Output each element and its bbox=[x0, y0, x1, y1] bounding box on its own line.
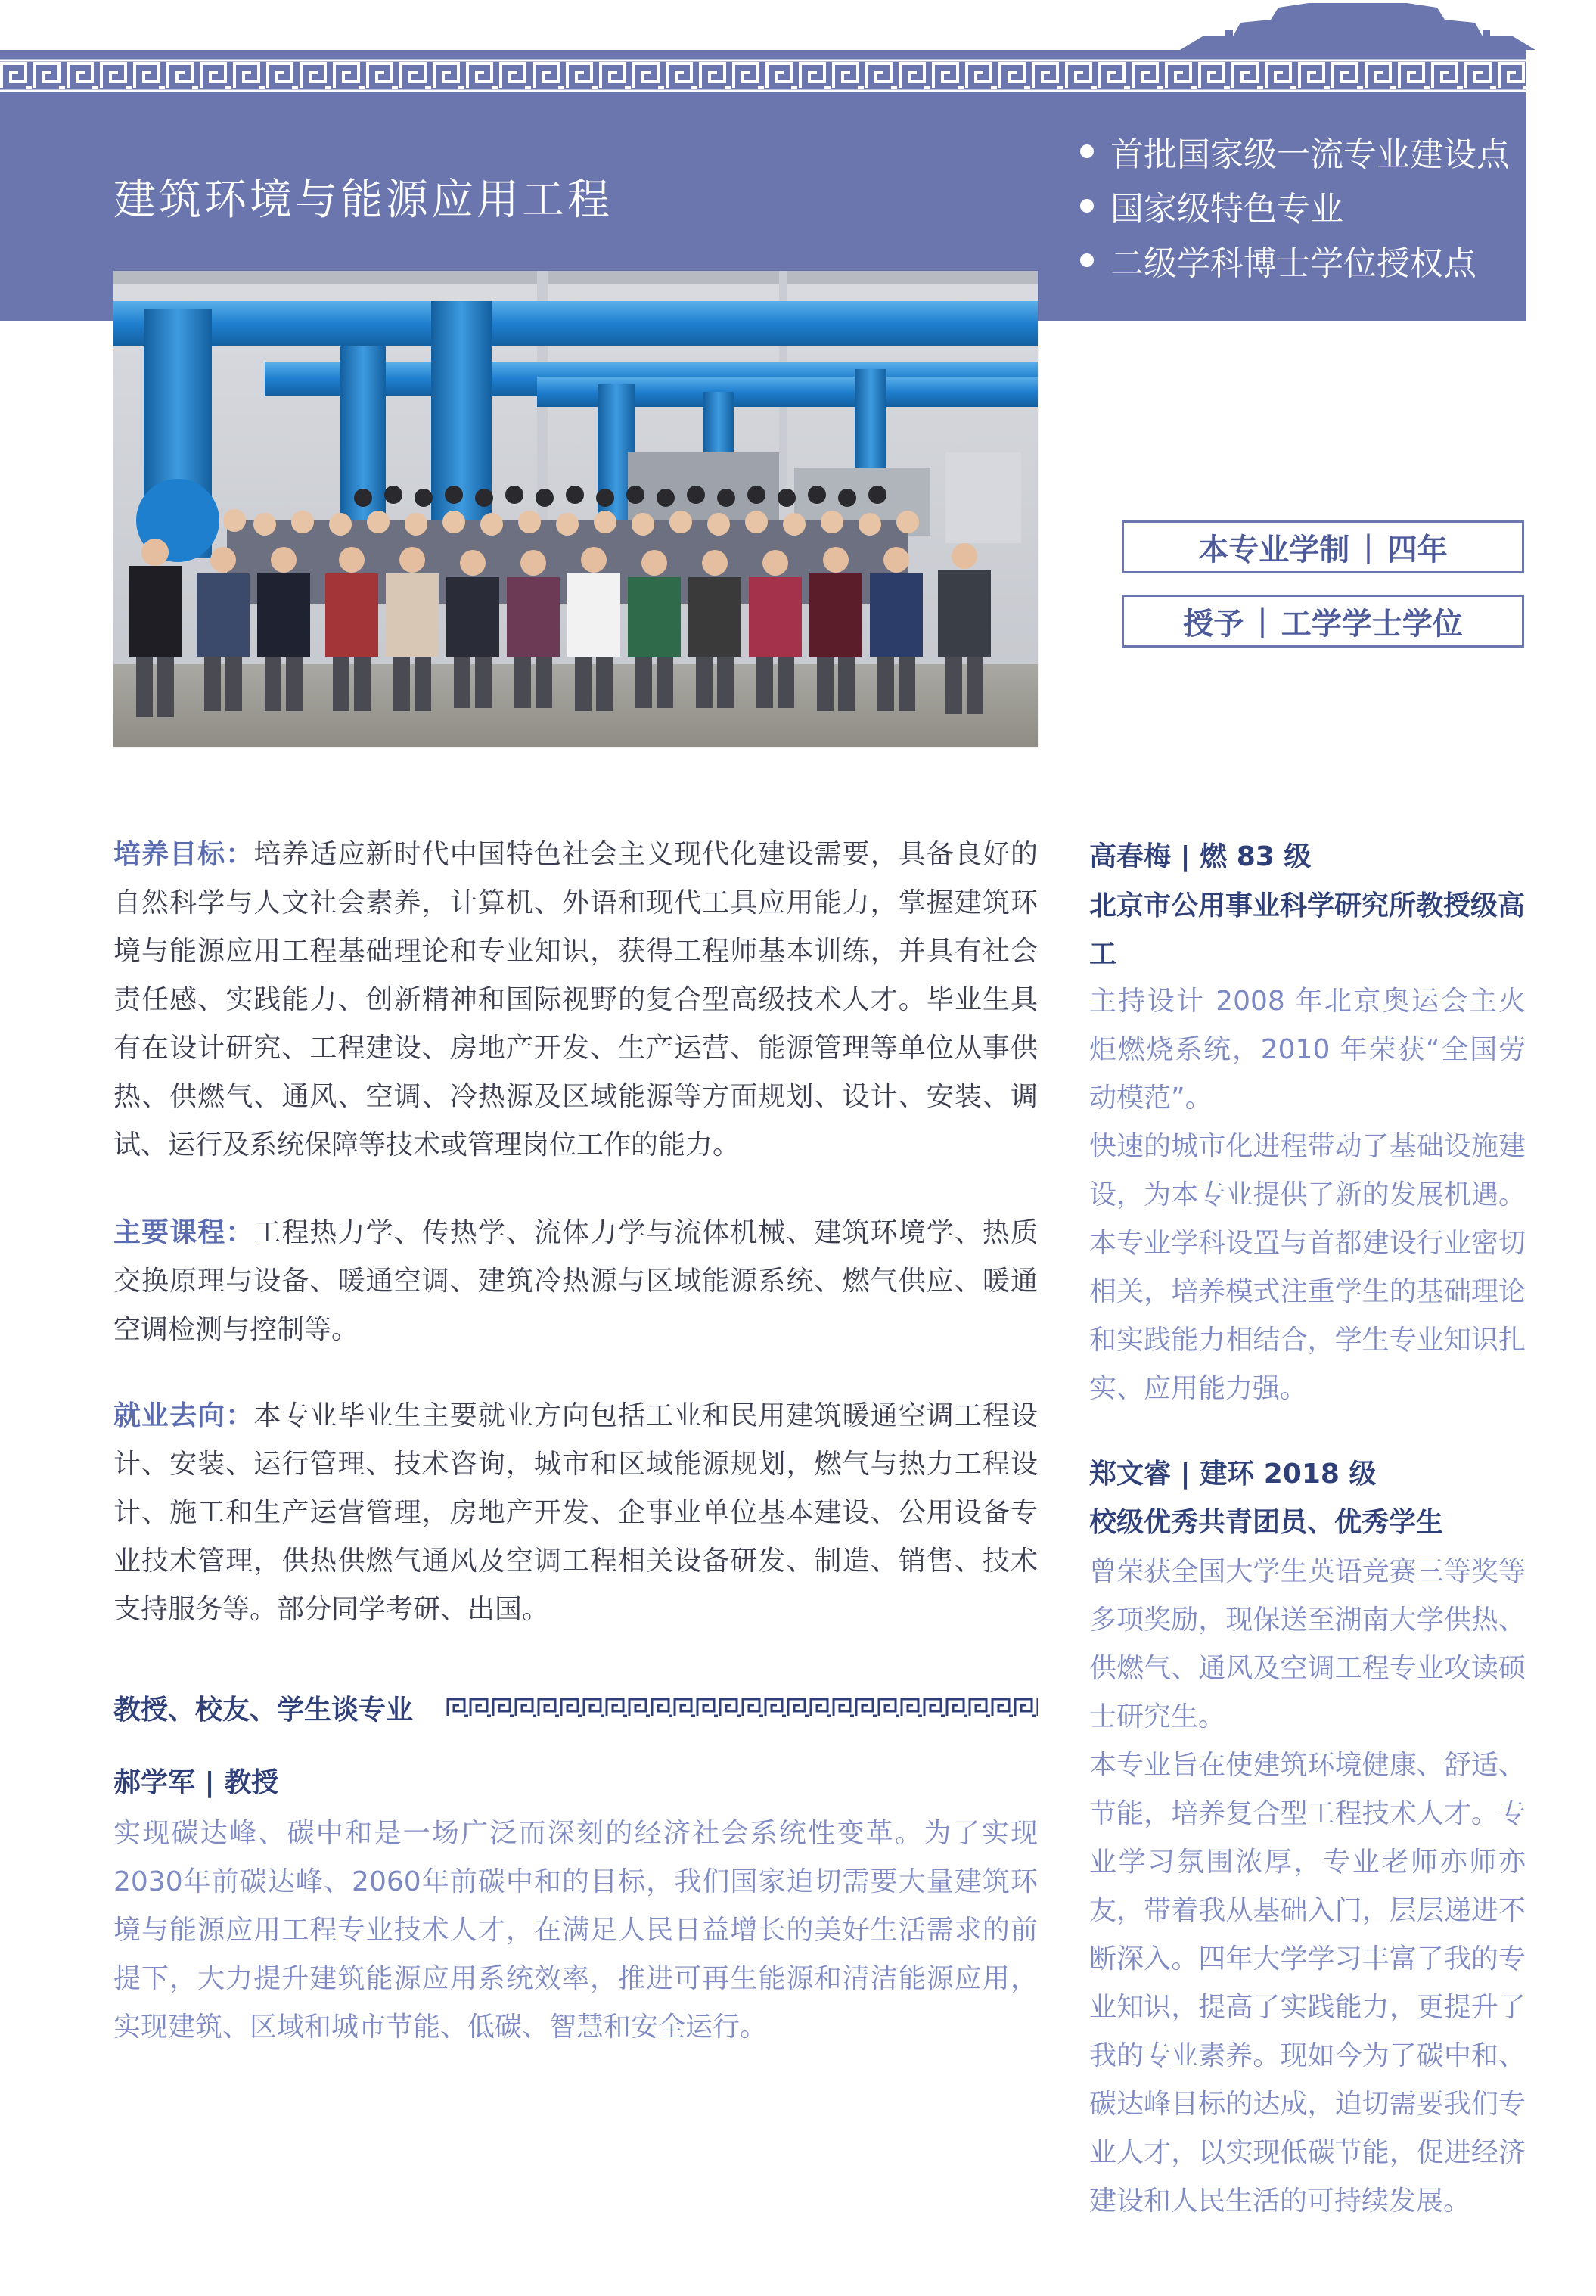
main-courses-text: 工程热力学、传热学、流体力学与流体机械、建筑环境学、热质交换原理与设备、暖通空调、建筑冷热源与区域能源系统、燃气供应、暖通空调检测与控制等。 bbox=[113, 1217, 1038, 1345]
feature-text: 国家级特色专业 bbox=[1110, 190, 1343, 228]
bullet-icon bbox=[1080, 199, 1094, 213]
feature-text: 二级学科博士学位授权点 bbox=[1110, 244, 1476, 283]
alumnus-title: 北京市公用事业科学研究所教授级高工 bbox=[1089, 890, 1526, 970]
separator: | bbox=[1257, 604, 1268, 638]
student-quote-1: 曾荣获全国大学生英语竞赛三等奖等多项奖励，现保送至湖南大学供热、供燃气、通风及空调工程专业攻读硕士研究生。 bbox=[1089, 1556, 1526, 1732]
main-courses-paragraph bbox=[113, 1209, 1038, 1354]
student-title: 校级优秀共青团员、优秀学生 bbox=[1089, 1507, 1444, 1538]
feature-list bbox=[1080, 124, 1510, 287]
degree-box bbox=[1122, 595, 1524, 648]
training-goal-paragraph bbox=[113, 831, 1038, 1170]
main-courses-label: 主要课程： bbox=[113, 1217, 254, 1248]
degree-value: 工学学士学位 bbox=[1281, 606, 1463, 642]
pagoda-roof-icon bbox=[1180, 0, 1535, 53]
fret-divider-decoration bbox=[446, 1696, 1038, 1719]
fret-border-decoration bbox=[0, 59, 1526, 92]
career-text: 本专业毕业生主要就业方向包括工业和民用建筑暖通空调工程设计、安装、运行管理、技术咨询，城市和区域能源规划，燃气与热力工程设计、施工和生产运营管理，房地产开发、企事业单位基本建设、公用设备专业技术管理，供热供燃气通风及空调工程相关设备研发、制造、销售、技术支持服务等。部分同学考研、出国。 bbox=[113, 1400, 1038, 1625]
separator: | bbox=[1363, 530, 1374, 564]
student-name: 郑文睿 | 建环 2018 级 bbox=[1089, 1459, 1377, 1490]
training-goal-text: 培养适应新时代中国特色社会主义现代化建设需要，具备良好的自然科学与人文社会素养，计算机、外语和现代工具应用能力，掌握建筑环境与能源应用工程基础理论和专业知识，获得工程师基本训练，并具有社会责任感、实践能力、创新精神和国际视野的复合型高级技术人才。毕业生具有在设计研究、工程建设、房地产开发、生产运营、能源管理等单位从事供热、供燃气、通风、空调、冷热源及区域能源等方面规划、设计、安装、调试、运行及系统保障等技术或管理岗位工作的能力。 bbox=[113, 839, 1038, 1160]
career-label: 就业去向： bbox=[113, 1400, 254, 1431]
section-heading: 教授、校友、学生谈专业 bbox=[113, 1695, 414, 1726]
feature-item bbox=[1080, 233, 1510, 287]
student-quote-2: 本专业旨在使建筑环境健康、舒适、节能，培养复合型工程技术人才。专业学习氛围浓厚，专业老师亦师亦友，带着我从基础入门，层层递进不断深入。四年大学学习丰富了我的专业知识，提高了实践能力，更提升了我的专业素养。现如今为了碳中和、碳达峰目标的达成，迫切需要我们专业人才，以实现低碳节能，促进经济建设和人民生活的可持续发展。 bbox=[1089, 1750, 1526, 2217]
duration-value: 四年 bbox=[1386, 532, 1448, 567]
degree-label: 授予 bbox=[1183, 606, 1244, 642]
alumnus-quote-2: 快速的城市化进程带动了基础设施建设，为本专业提供了新的发展机遇。本专业学科设置与首都建设行业密切相关，培养模式注重学生的基础理论和实践能力相结合，学生专业知识扎实、应用能力强。 bbox=[1089, 1131, 1526, 1404]
duration-box bbox=[1122, 520, 1524, 573]
alumnus-quote-1: 主持设计 2008 年北京奥运会主火炬燃烧系统，2010 年荣获“全国劳动模范”。 bbox=[1089, 986, 1526, 1114]
bullet-icon bbox=[1080, 144, 1094, 158]
professor-quote: 实现碳达峰、碳中和是一场广泛而深刻的经济社会系统性变革。为了实现2030年前碳达峰、2060年前碳中和的目标，我们国家迫切需要大量建筑环境与能源应用工程专业技术人才，在满足人民日益增长的美好生活需求的前提下，大力提升建筑能源应用系统效率，推进可再生能源和清洁能源应用，实现建筑、区域和城市节能、低碳、智慧和安全运行。 bbox=[113, 1818, 1038, 2043]
page-title: 建筑环境与能源应用工程 bbox=[113, 176, 613, 225]
group-photo bbox=[113, 271, 1038, 747]
feature-item bbox=[1080, 124, 1510, 179]
professor-name: 郝学军 | 教授 bbox=[113, 1767, 279, 1798]
career-paragraph bbox=[113, 1392, 1038, 1634]
feature-text: 首批国家级一流专业建设点 bbox=[1110, 135, 1510, 174]
bullet-icon bbox=[1080, 253, 1094, 267]
duration-label: 本专业学制 bbox=[1198, 532, 1350, 567]
feature-item bbox=[1080, 179, 1510, 233]
alumnus-name: 高春梅 | 燃 83 级 bbox=[1089, 841, 1312, 872]
training-goal-label: 培养目标： bbox=[113, 839, 254, 870]
